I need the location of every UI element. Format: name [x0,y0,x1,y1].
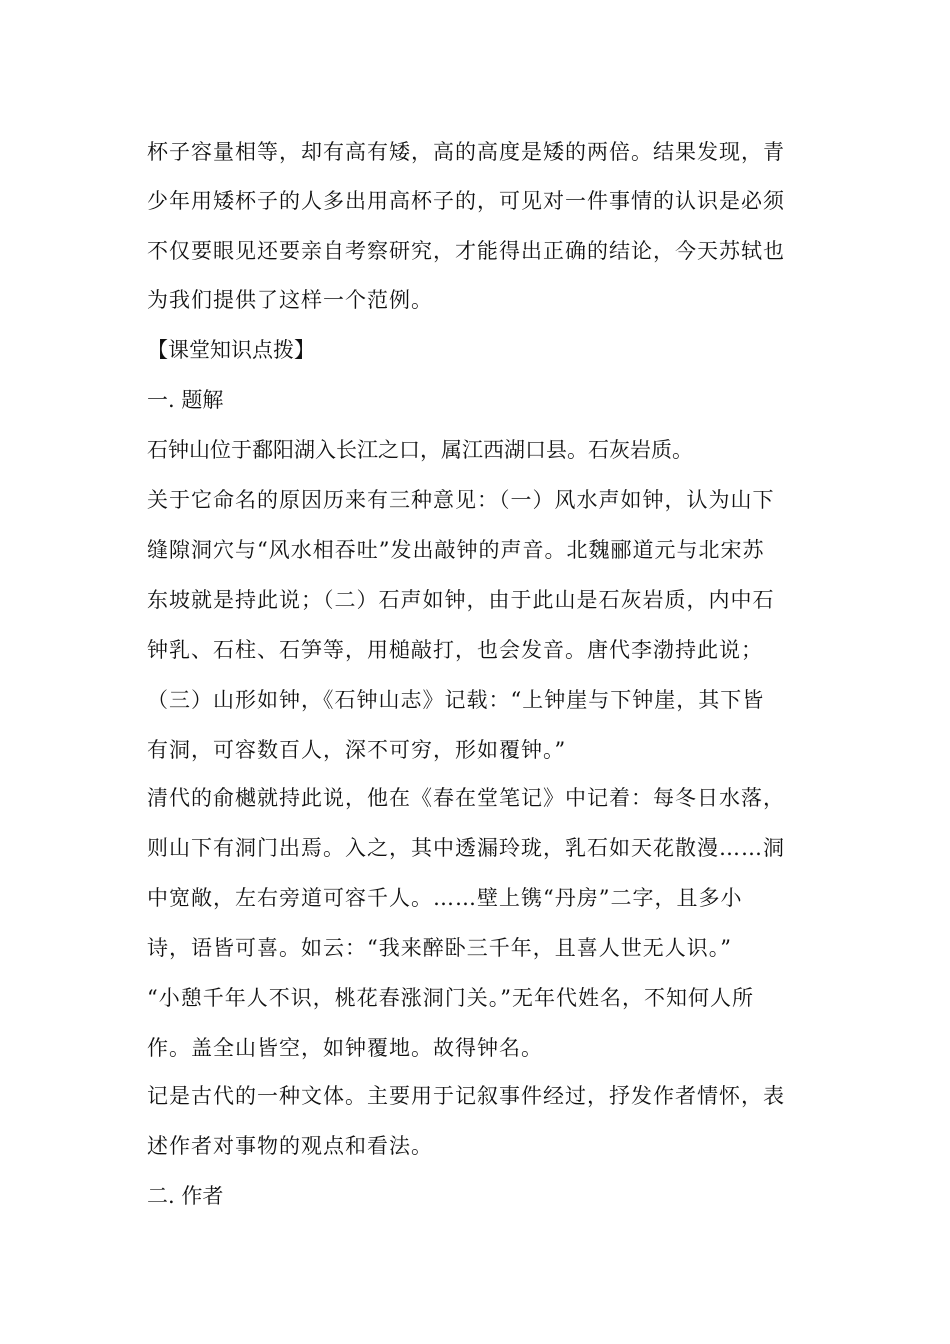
text-line: 少年用矮杯子的人多出用高杯子的，可见对一件事情的认识是必须 [147,189,785,213]
text-line: 缝隙洞穴与“风水相吞吐”发出敲钟的声音。北魏郦道元与北宋苏 [147,538,765,562]
text-line: “小憩千年人不识，桃花春涨洞门关。”无年代姓名，不知何人所 [147,986,754,1010]
text-line: 石钟山位于鄱阳湖入长江之口，属江西湖口县。石灰岩质。 [147,438,693,462]
text-line: 关于它命名的原因历来有三种意见：（一）风水声如钟，认为山下 [147,488,775,512]
text-line: 钟乳、石柱、石笋等，用槌敲打，也会发音。唐代李渤持此说； [147,638,763,662]
text-line: （三）山形如钟，《石钟山志》记载：“上钟崖与下钟崖，其下皆 [147,688,765,712]
text-line: 作。盖全山皆空，如钟覆地。故得钟名。 [147,1036,543,1060]
text-line: 东坡就是持此说；（二）石声如钟，由于此山是石灰岩质，内中石 [147,588,775,612]
subsection-heading: 二. 作者 [147,1184,224,1208]
text-line: 为我们提供了这样一个范例。 [147,288,433,312]
text-line: 则山下有洞门出焉。入之，其中透漏玲珑，乳石如天花散漫……洞 [147,836,785,860]
text-line: 不仅要眼见还要亲自考察研究，才能得出正确的结论，今天苏轼也 [147,239,785,263]
text-line: 述作者对事物的观点和看法。 [147,1134,433,1158]
text-line: 诗，语皆可喜。如云：“我来醉卧三千年，且喜人世无人识。” [147,936,732,960]
text-line: 有洞，可容数百人，深不可穷，形如覆钟。” [147,738,567,762]
text-line: 杯子容量相等，却有高有矮，高的高度是矮的两倍。结果发现，青 [147,140,785,164]
text-line: 清代的俞樾就持此说，他在《春在堂笔记》中记着：每冬日水落， [147,786,785,810]
subsection-heading: 一. 题解 [147,388,224,412]
section-heading: 【课堂知识点拨】 [147,338,315,362]
text-line: 记是古代的一种文体。主要用于记叙事件经过，抒发作者情怀，表 [147,1084,785,1108]
text-line: 中宽敞，左右旁道可容千人。……壁上镌“丹房”二字，且多小 [147,886,743,910]
